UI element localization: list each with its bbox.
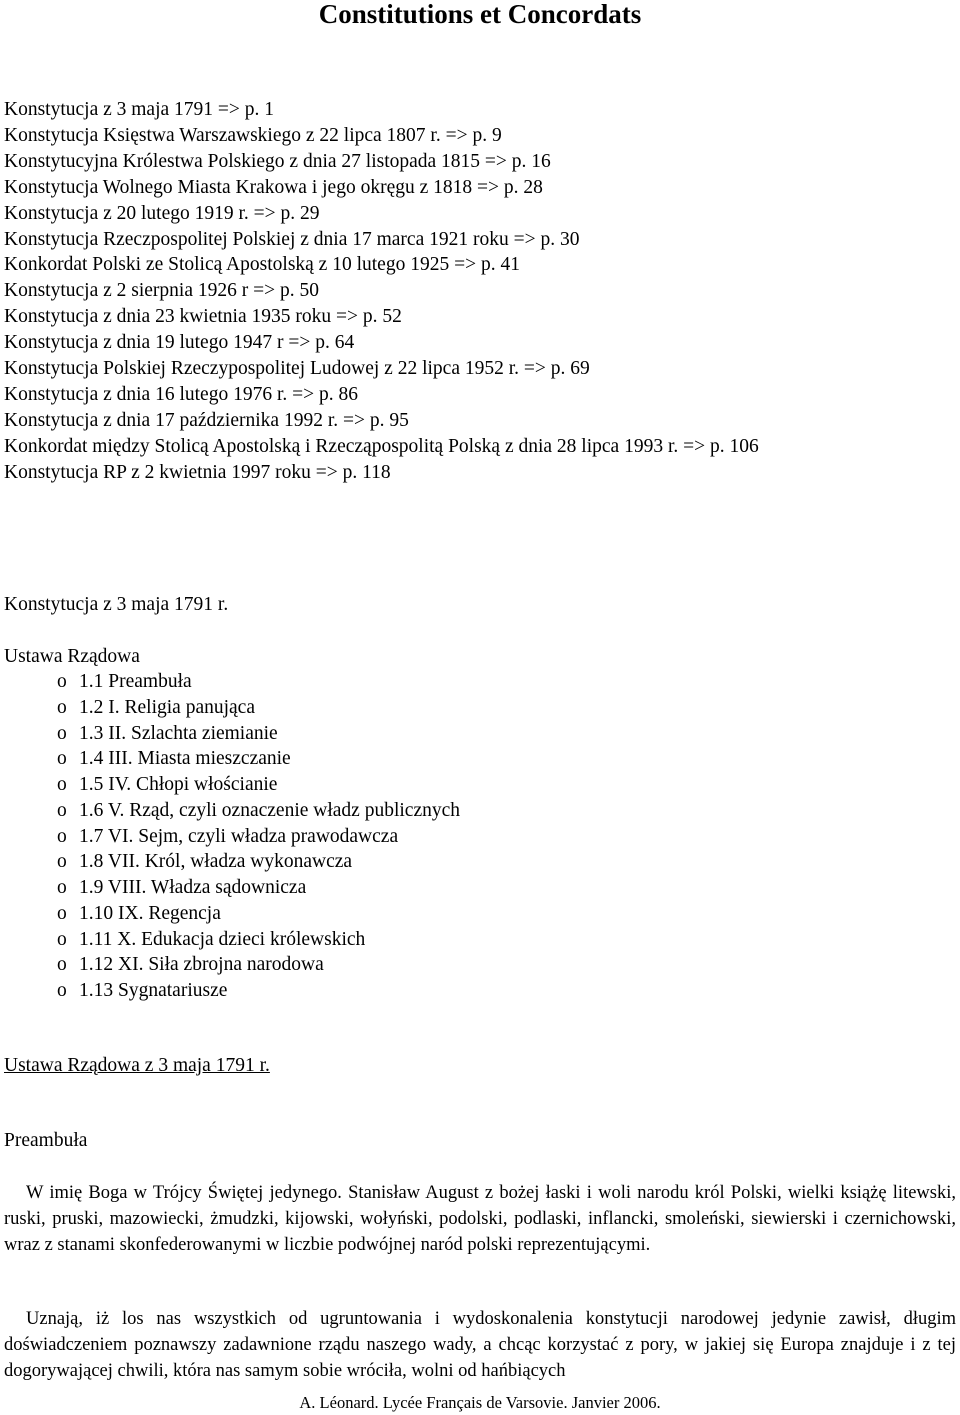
outline-item: [57, 901, 460, 927]
outline-item: [57, 824, 460, 850]
outline-item-label: 1.4 III. Miasta mieszczanie: [79, 748, 291, 770]
bullet-marker: o: [57, 825, 67, 847]
outline-item: [57, 669, 460, 695]
toc-entry: Konstytucyjna Królestwa Polskiego z dnia 27 listopada 1815 => p. 16: [4, 150, 551, 172]
toc-entry: Konstytucja RP z 2 kwietnia 1997 roku => p. 118: [4, 461, 391, 483]
outline-item-label: 1.5 IV. Chłopi włościanie: [79, 774, 278, 795]
outline-item: [57, 849, 460, 875]
bullet-marker: o: [57, 774, 67, 795]
toc-entry: Konkordat między Stolicą Apostolską i Rzecząpospolitą Polską z dnia 28 lipca 1993 r. => p. 106: [4, 435, 759, 457]
bullet-marker: o: [57, 722, 67, 744]
preamble-paragraph-2: Uznają, iż los nas wszystkich od ugruntowania i wydoskonalenia konstytucji narodowej jedynie zawisł, długim doświadczeniem poznawszy zadawnione rządu naszego wady, a chcąc korzystać z pory, w jakiej się Europa znajduje i z tej dogorywającej chwili, która nas samym sobie wróciła, wolni od hańbiących: [4, 1309, 956, 1381]
outline-item-label: 1.2 I. Religia panująca: [79, 696, 255, 718]
outline-item: [57, 772, 460, 798]
preamble-heading: Preambuła: [4, 1130, 88, 1151]
toc-entry: Konstytucja z dnia 17 października 1992 r. => p. 95: [4, 409, 409, 431]
toc-entry: Konstytucja z 3 maja 1791 => p. 1: [4, 99, 275, 120]
bullet-marker: o: [57, 671, 67, 692]
page-footer: A. Léonard. Lycée Français de Varsovie. Janvier 2006.: [0, 1392, 960, 1414]
section-title: Konstytucja z 3 maja 1791 r.: [4, 594, 229, 615]
toc-entry: Konstytucja z dnia 19 lutego 1947 r => p. 64: [4, 332, 355, 354]
bullet-marker: o: [57, 851, 67, 873]
outline-item-label: 1.9 VIII. Władza sądownicza: [79, 877, 307, 898]
outline-item-label: 1.3 II. Szlachta ziemianie: [79, 722, 278, 744]
outline-item-label: 1.1 Preambuła: [79, 671, 192, 692]
table-of-contents: [4, 97, 759, 486]
document-heading: Ustawa Rządowa z 3 maja 1791 r.: [4, 1055, 270, 1076]
outline-item: [57, 721, 460, 747]
outline-item-label: 1.11 X. Edukacja dzieci królewskich: [79, 928, 366, 950]
bullet-marker: o: [57, 928, 67, 950]
outline-item-label: 1.6 V. Rząd, czyli oznaczenie władz publicznych: [79, 799, 461, 821]
outline-item: [57, 746, 460, 772]
outline-item: [57, 875, 460, 901]
bullet-marker: o: [57, 902, 67, 924]
outline-item-label: 1.7 VI. Sejm, czyli władza prawodawcza: [79, 825, 399, 847]
outline-item: [57, 952, 460, 978]
toc-entry: Konkordat Polski ze Stolicą Apostolską z 10 lutego 1925 => p. 41: [4, 254, 520, 276]
outline-item: [57, 695, 460, 721]
bullet-marker: o: [57, 980, 67, 1001]
toc-entry: Konstytucja z 2 sierpnia 1926 r => p. 50: [4, 280, 319, 302]
bullet-marker: o: [57, 877, 67, 898]
toc-entry: Konstytucja z dnia 23 kwietnia 1935 roku => p. 52: [4, 306, 402, 328]
toc-entry: Konstytucja Rzeczpospolitej Polskiej z dnia 17 marca 1921 roku => p. 30: [4, 228, 580, 250]
bullet-marker: o: [57, 799, 67, 821]
outline-item: [57, 927, 460, 953]
bullet-marker: o: [57, 748, 67, 770]
outline-list: [57, 669, 460, 1004]
bullet-marker: o: [57, 954, 67, 976]
toc-entry: Konstytucja z dnia 16 lutego 1976 r. => p. 86: [4, 383, 358, 405]
toc-entry: Konstytucja Wolnego Miasta Krakowa i jego okręgu z 1818 => p. 28: [4, 176, 543, 198]
ustawa-heading: Ustawa Rządowa: [4, 646, 140, 667]
outline-item: [57, 978, 460, 1004]
bullet-marker: o: [57, 696, 67, 718]
outline-item-label: 1.8 VII. Król, władza wykonawcza: [79, 851, 353, 873]
toc-entry: Konstytucja Księstwa Warszawskiego z 22 lipca 1807 r. => p. 9: [4, 124, 502, 146]
page-title: Constitutions et Concordats: [318, 0, 642, 29]
toc-entry: Konstytucja Polskiej Rzeczypospolitej Ludowej z 22 lipca 1952 r. => p. 69: [4, 358, 590, 380]
outline-item-label: 1.10 IX. Regencja: [79, 902, 221, 924]
toc-entry: Konstytucja z 20 lutego 1919 r. => p. 29: [4, 202, 320, 224]
outline-item: [57, 798, 460, 824]
outline-item-label: 1.13 Sygnatariusze: [79, 980, 228, 1001]
outline-item-label: 1.12 XI. Siła zbrojna narodowa: [79, 954, 324, 976]
preamble-paragraph-1: W imię Boga w Trójcy Świętej jedynego. Stanisław August z bożej łaski i woli narodu król Polski, wielki książę litewski, ruski, pruski, mazowiecki, żmudzki, kijowski, wołyński, podolski, podlaski, inflancki, smoleński, siewierski i czernichowski, wraz z stanami skonfederowanymi w liczbie podwójnej naród polski reprezentującymi.: [4, 1183, 956, 1255]
